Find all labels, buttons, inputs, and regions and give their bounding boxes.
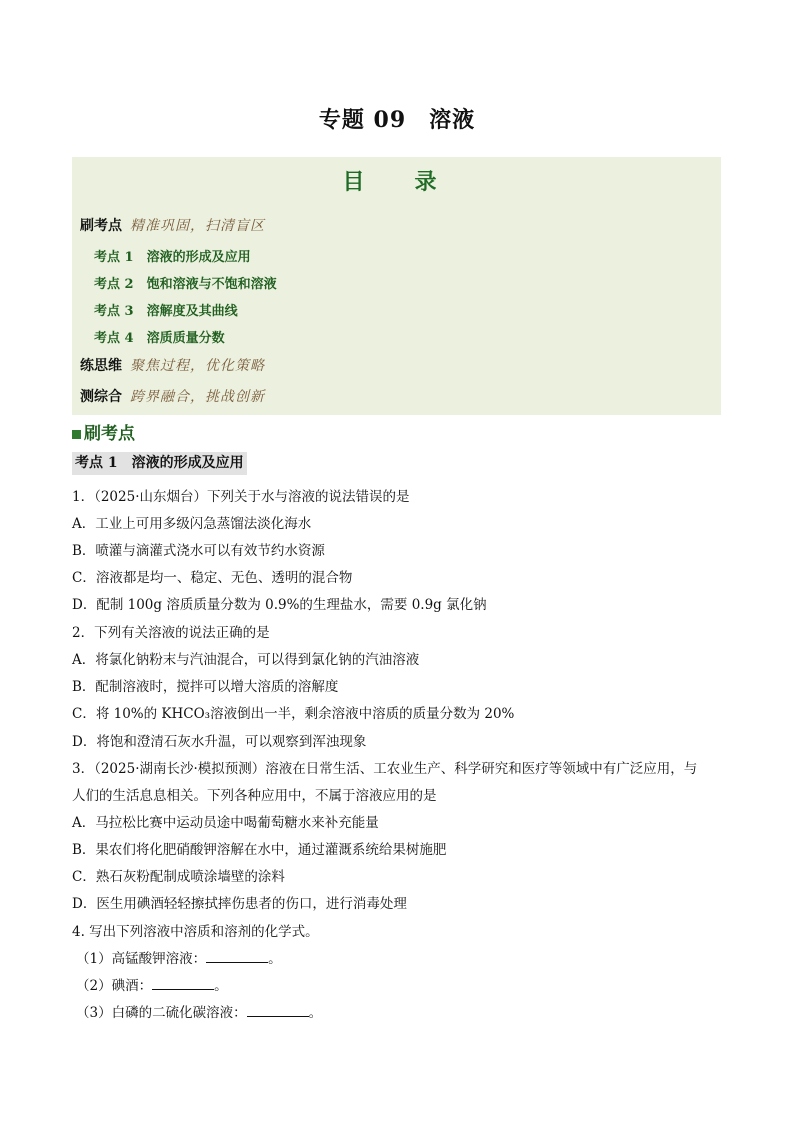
q4-period: 。: [268, 951, 282, 967]
toc-sub-kaodian-2[interactable]: 考点 2 饱和溶液与不饱和溶液: [94, 277, 277, 292]
toc-sub-kaodian-3[interactable]: 考点 3 溶解度及其曲线: [94, 304, 238, 319]
section-label: 刷考点: [84, 424, 135, 444]
q4-part-2: [76, 974, 228, 994]
q3-option-a: A．马拉松比赛中运动员途中喝葡萄糖水来补充能量: [72, 815, 379, 831]
toc-row-ce-zonghe[interactable]: [80, 386, 265, 406]
q4-part-3-label: （3）白磷的二硫化碳溶液：: [76, 1005, 247, 1021]
toc-sub-kaodian-4[interactable]: 考点 4 溶质质量分数: [94, 331, 225, 346]
answer-blank[interactable]: [206, 950, 268, 963]
q4-part-3: [76, 1001, 322, 1021]
q4-period: 。: [308, 1005, 323, 1021]
q1-option-a: A．工业上可用多级闪急蒸馏法淡化海水: [72, 516, 312, 532]
answer-blank[interactable]: [247, 1004, 309, 1017]
q4-part-1-label: （1）高锰酸钾溶液：: [76, 951, 207, 967]
q4-part-2-label: （2）碘酒：: [76, 978, 153, 994]
toc-row-shua-kaodian[interactable]: [80, 215, 265, 235]
q4-period: 。: [214, 978, 228, 994]
q2-option-b: B．配制溶液时，搅拌可以增大溶质的溶解度: [72, 679, 339, 695]
q3-stem-line-2: 人们的生活息息相关。下列各种应用中，不属于溶液应用的是: [72, 788, 437, 804]
q1-option-c: C．溶液都是均一、稳定、无色、透明的混合物: [72, 570, 353, 586]
q3-option-d: D．医生用碘酒轻轻擦拭摔伤患者的伤口，进行消毒处理: [72, 896, 407, 912]
toc-heading: 目 录: [342, 169, 451, 195]
toc-row-desc: 聚焦过程，优化策略: [130, 358, 265, 374]
table-of-contents: [72, 157, 721, 415]
q3-option-b: B．果农们将化肥硝酸钾溶解在水中，通过灌溉系统给果树施肥: [72, 842, 447, 858]
q2-option-d: D．将饱和澄清石灰水升温，可以观察到浑浊现象: [72, 734, 367, 750]
q3-stem-line-1: 3．（2025·湖南长沙·模拟预测）溶液在日常生活、工农业生产、科学研究和医疗等领域中有广泛应用，与: [72, 761, 698, 777]
square-bullet-icon: [72, 430, 81, 439]
toc-row-main: 练思维: [80, 358, 122, 374]
q2-option-c: C．将 10%的 KHCO₃溶液倒出一半，剩余溶液中溶质的质量分数为 20%: [72, 706, 515, 722]
q1-option-b: B．喷灌与滴灌式浇水可以有效节约水资源: [72, 543, 325, 559]
section-heading: [72, 419, 135, 444]
toc-row-main: 刷考点: [80, 218, 122, 234]
toc-sub-kaodian-1[interactable]: 考点 1 溶液的形成及应用: [94, 250, 251, 265]
toc-row-desc: 跨界融合，挑战创新: [130, 389, 265, 405]
page-title: 专题 09 溶液: [318, 107, 476, 133]
toc-row-desc: 精准巩固，扫清盲区: [130, 218, 265, 234]
toc-row-main: 测综合: [80, 389, 122, 405]
answer-blank[interactable]: [152, 977, 214, 990]
kaodian-1-heading: 考点 1 溶液的形成及应用: [72, 452, 247, 475]
q1-option-d: D．配制 100g 溶质质量分数为 0.9%的生理盐水，需要 0.9g 氯化钠: [72, 597, 487, 613]
q4-part-1: [76, 947, 282, 967]
q2-stem: 2．下列有关溶液的说法正确的是: [72, 625, 270, 641]
toc-row-lian-siwei[interactable]: [80, 355, 265, 375]
q2-option-a: A．将氯化钠粉末与汽油混合，可以得到氯化钠的汽油溶液: [72, 652, 420, 668]
q1-stem: 1．（2025·山东烟台）下列关于水与溶液的说法错误的是: [72, 489, 410, 505]
q3-option-c: C．熟石灰粉配制成喷涂墙壁的涂料: [72, 869, 285, 885]
q4-stem: 4. 写出下列溶液中溶质和溶剂的化学式。: [72, 924, 319, 940]
